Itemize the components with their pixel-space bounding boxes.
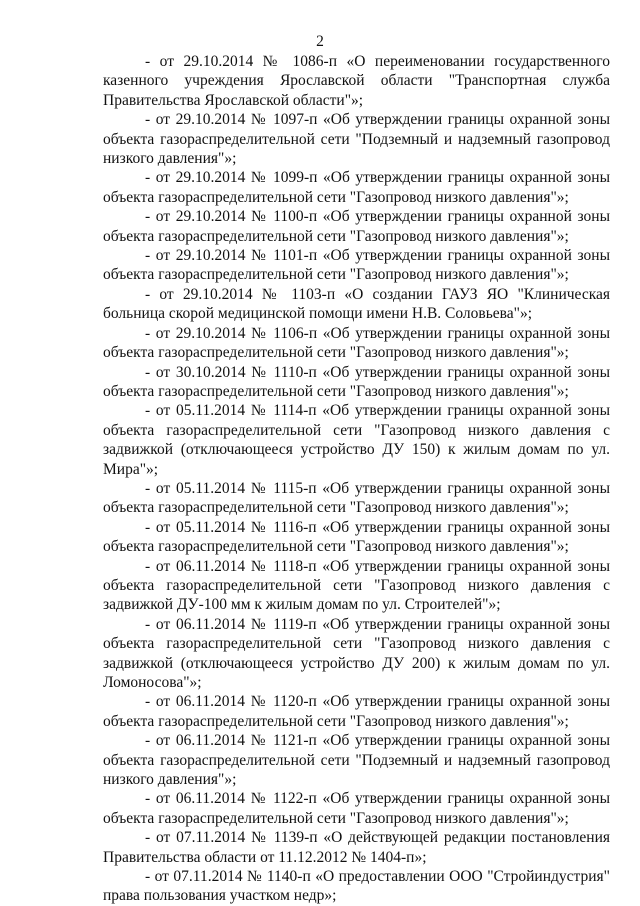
list-item: - от 07.11.2014 № 1140-п «О предоставлении ООО "Стройиндустрия" права пользования участком недр»; xyxy=(103,868,610,905)
list-item: - от 06.11.2014 № 1121-п «Об утверждении границы охранной зоны объекта газораспределительной сети "Подземный и надземный газопровод низкого давления"»; xyxy=(103,732,610,789)
document-body xyxy=(103,52,610,906)
list-item: - от 29.10.2014 № 1103-п «О создании ГАУЗ ЯО "Клиническая больница скорой медицинской помощи имени Н.В. Соловьева"»; xyxy=(103,285,610,323)
list-item: - от 30.10.2014 № 1110-п «Об утверждении границы охранной зоны объекта газораспределительной сети "Газопровод низкого давления"»; xyxy=(103,363,610,400)
list-item: - от 06.11.2014 № 1122-п «Об утверждении границы охранной зоны объекта газораспределительной сети "Газопровод низкого давления"»; xyxy=(103,790,610,827)
page-number: 2 xyxy=(316,33,324,50)
list-item: - от 29.10.2014 № 1097-п «Об утверждении границы охранной зоны объекта газораспределительной сети "Подземный и надземный газопровод низкого давления"»; xyxy=(103,111,610,168)
list-item: - от 05.11.2014 № 1115-п «Об утверждении границы охранной зоны объекта газораспределительной сети "Газопровод низкого давления"»; xyxy=(103,479,610,517)
list-item: - от 29.10.2014 № 1100-п «Об утверждении границы охранной зоны объекта газораспределительной сети "Газопровод низкого давления"»; xyxy=(103,208,610,245)
list-item: - от 29.10.2014 № 1101-п «Об утверждении границы охранной зоны объекта газораспределительной сети "Газопровод низкого давления"»; xyxy=(103,247,610,284)
list-item: - от 29.10.2014 № 1106-п «Об утверждении границы охранной зоны объекта газораспределительной сети "Газопровод низкого давления"»; xyxy=(103,324,610,362)
list-item: - от 05.11.2014 № 1116-п «Об утверждении границы охранной зоны объекта газораспределительной сети "Газопровод низкого давления"»; xyxy=(103,518,610,556)
list-item: - от 06.11.2014 № 1118-п «Об утверждении границы охранной зоны объекта газораспределительной сети "Газопровод низкого давления с задвижкой ДУ-100 мм к жилым домам по ул. Строителей"»; xyxy=(103,557,610,614)
list-item: - от 29.10.2014 № 1099-п «Об утверждении границы охранной зоны объекта газораспределительной сети "Газопровод низкого давления"»; xyxy=(103,169,610,206)
list-item: - от 06.11.2014 № 1119-п «Об утверждении границы охранной зоны объекта газораспределительной сети "Газопровод низкого давления с задвижкой (отключающееся устройство ДУ 200) к жилым домам по ул. Ломоносова"»; xyxy=(103,615,610,691)
list-item: - от 05.11.2014 № 1114-п «Об утверждении границы охранной зоны объекта газораспределительной сети "Газопровод низкого давления с задвижкой (отключающееся устройство ДУ 150) к жилым домам по ул. Мира"»; xyxy=(103,402,610,478)
list-item: - от 06.11.2014 № 1120-п «Об утверждении границы охранной зоны объекта газораспределительной сети "Газопровод низкого давления"»; xyxy=(103,693,610,730)
list-item: - от 07.11.2014 № 1139-п «О действующей редакции постановления Правительства области от 11.12.2012 № 1404-п»; xyxy=(103,829,610,866)
list-item: - от 29.10.2014 № 1086-п «О переименовании государственного казенного учреждения Ярославской области "Транспортная служба Правительства Ярославской области"»; xyxy=(103,53,610,109)
